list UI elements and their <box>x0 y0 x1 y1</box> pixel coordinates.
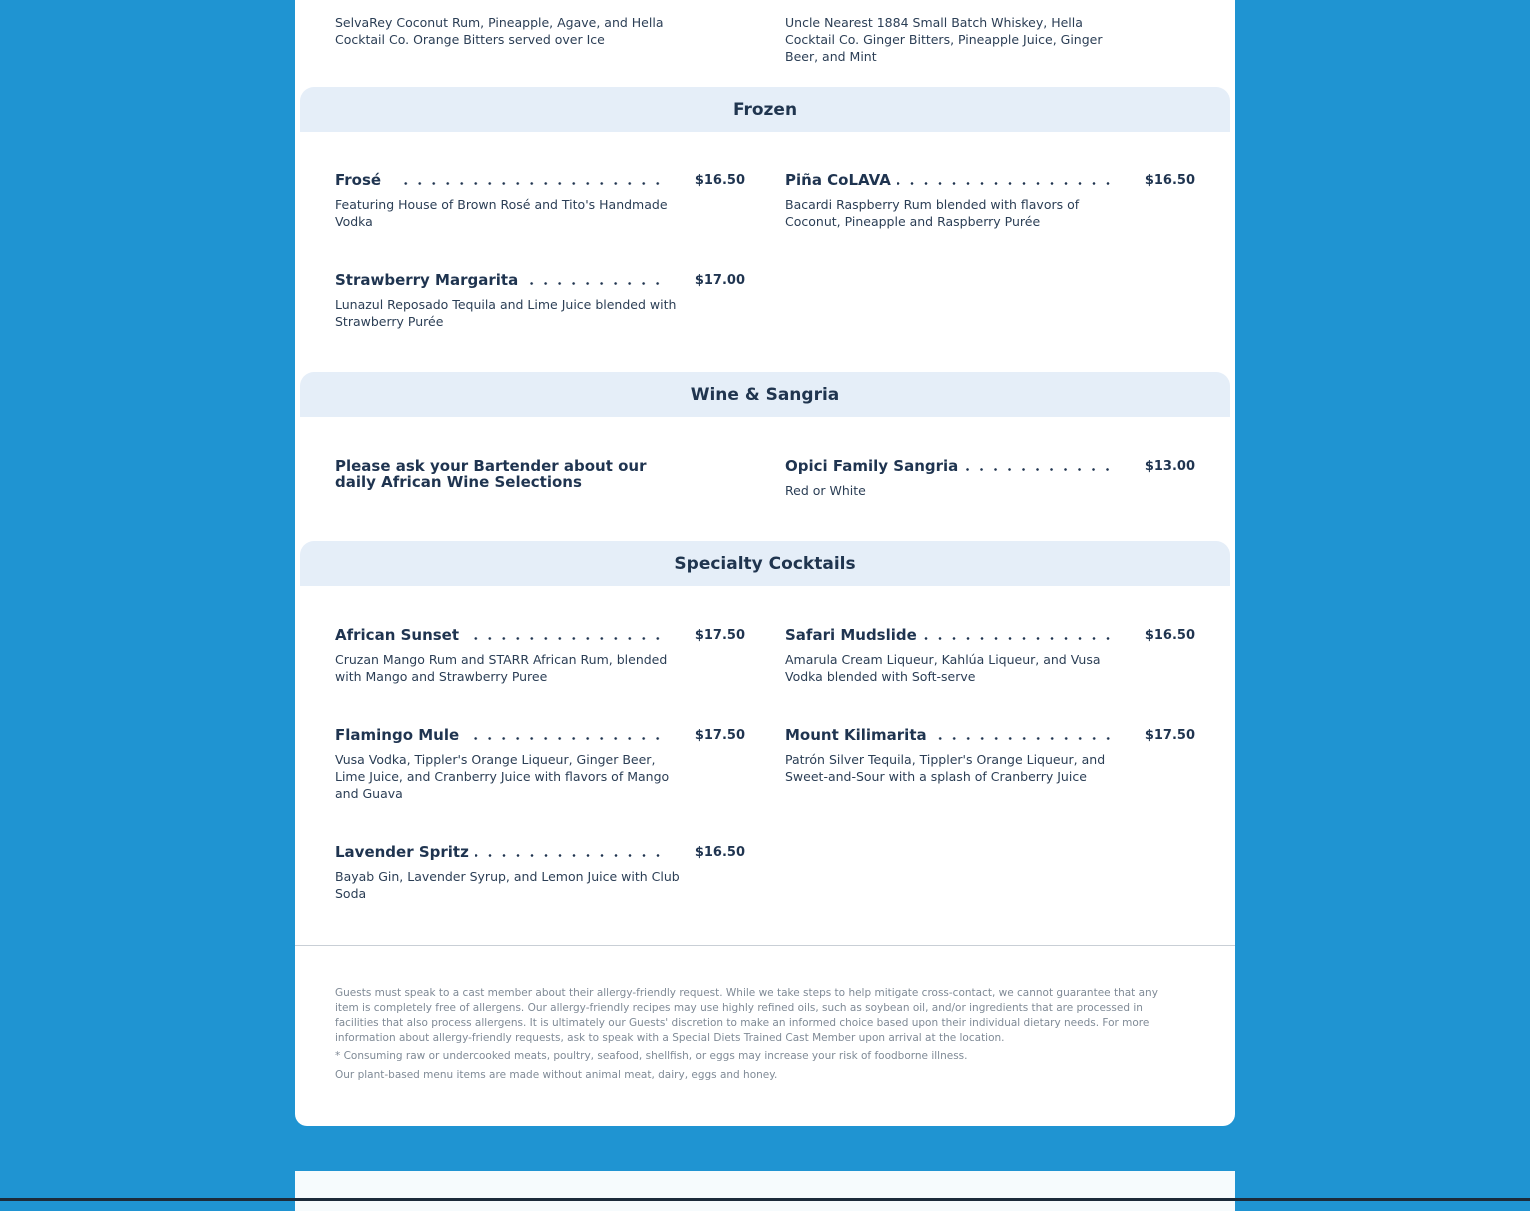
menu-item <box>785 0 1195 65</box>
item-price: $13.00 <box>1144 459 1195 474</box>
item-description: Bacardi Raspberry Rum blended with flavors of Coconut, Pineapple and Raspberry Purée <box>785 197 1080 229</box>
menu-item <box>785 169 1195 230</box>
item-name: Safari Mudslide <box>785 626 917 644</box>
item-description: Uncle Nearest 1884 Small Batch Whiskey, Hella Cocktail Co. Ginger Bitters, Pineapple Juice, Ginger Beer, and Mint <box>785 15 1103 64</box>
leader-dots <box>897 182 1115 185</box>
item-name: Opici Family Sangria <box>785 457 959 475</box>
leader-dots <box>465 737 665 740</box>
item-header <box>335 724 745 744</box>
next-card <box>295 1171 1235 1211</box>
item-price: $17.50 <box>694 628 745 643</box>
item-header <box>785 624 1195 644</box>
item-name: Lavender Spritz <box>335 843 469 861</box>
leader-dots <box>933 737 1115 740</box>
item-price: $16.50 <box>1144 173 1195 188</box>
item-price: $17.50 <box>694 728 745 743</box>
item-description: Cruzan Mango Rum and STARR African Rum, blended with Mango and Strawberry Puree <box>335 652 668 684</box>
section-header-wine-sangria: Wine & Sangria <box>300 372 1230 417</box>
item-name: African Sunset <box>335 626 460 644</box>
plant-based-note: Our plant-based menu items are made without animal meat, dairy, eggs and honey. <box>335 1069 778 1081</box>
menu-item <box>785 724 1195 785</box>
leader-dots <box>964 468 1115 471</box>
menu-item <box>335 724 745 802</box>
item-header <box>335 269 745 289</box>
allergy-disclaimer: Guests must speak to a cast member about their allergy-friendly request. While we take steps to help mitigate cross-contact, we cannot guarantee that any item is completely free of allergens. Our allergy-friendly recipes may use highly refined oils, such as soybean oil, and/or ingredients that are processed in facilities that also process allergens. It is ultimately our Guests' discretion to make an informed choice based upon their individual dietary needs. For more information about allergy-friendly requests, ask to speak with a Special Diets Trained Cast Member upon arrival at the location. <box>335 987 1158 1044</box>
section-header-frozen: Frozen <box>300 87 1230 132</box>
item-description: Red or White <box>785 483 866 498</box>
item-name: Frosé <box>335 171 382 189</box>
menu-item <box>335 269 745 330</box>
item-price: $17.00 <box>694 273 745 288</box>
item-name: Mount Kilimarita <box>785 726 927 744</box>
item-description: Amarula Cream Liqueur, Kahlúa Liqueur, and Vusa Vodka blended with Soft-serve <box>785 652 1101 684</box>
item-name: Piña CoLAVA <box>785 171 891 189</box>
item-header <box>785 724 1195 744</box>
item-header <box>785 169 1195 189</box>
item-description: Patrón Silver Tequila, Tippler's Orange Liqueur, and Sweet-and-Sour with a splash of Cranberry Juice <box>785 752 1106 784</box>
leader-dots <box>395 182 665 185</box>
item-description: SelvaRey Coconut Rum, Pineapple, Agave, and Hella Cocktail Co. Orange Bitters served over Ice <box>335 15 664 47</box>
item-description: Bayab Gin, Lavender Syrup, and Lemon Juice with Club Soda <box>335 869 680 901</box>
item-name: Strawberry Margarita <box>335 271 519 289</box>
item-price: $16.50 <box>694 845 745 860</box>
wine-note-text: Please ask your Bartender about our daily African Wine Selections <box>335 457 647 491</box>
menu-item <box>785 624 1195 685</box>
raw-food-warning: * Consuming raw or undercooked meats, poultry, seafood, shellfish, or eggs may increase your risk of foodborne illness. <box>335 1050 968 1062</box>
menu-item <box>335 0 745 48</box>
section-header-specialty-cocktails: Specialty Cocktails <box>300 541 1230 586</box>
menu-card <box>295 0 1235 1126</box>
menu-item <box>785 455 1195 499</box>
item-description: Vusa Vodka, Tippler's Orange Liqueur, Ginger Beer, Lime Juice, and Cranberry Juice with flavors of Mango and Guava <box>335 752 670 801</box>
item-price: $16.50 <box>1144 628 1195 643</box>
leader-dots <box>524 282 665 285</box>
item-header <box>335 169 745 189</box>
menu-item <box>335 169 745 230</box>
item-price: $17.50 <box>1144 728 1195 743</box>
item-price: $16.50 <box>694 173 745 188</box>
item-description: Featuring House of Brown Rosé and Tito's Handmade Vodka <box>335 197 668 229</box>
wine-note <box>335 458 745 490</box>
item-header <box>335 841 745 861</box>
item-header <box>785 455 1195 475</box>
menu-item <box>335 624 745 685</box>
leader-dots <box>475 854 665 857</box>
item-header <box>335 624 745 644</box>
item-description: Lunazul Reposado Tequila and Lime Juice blended with Strawberry Purée <box>335 297 677 329</box>
leader-dots <box>473 637 665 640</box>
leader-dots <box>923 637 1115 640</box>
item-name: Flamingo Mule <box>335 726 460 744</box>
footer-divider <box>295 945 1235 946</box>
menu-item <box>335 841 745 902</box>
